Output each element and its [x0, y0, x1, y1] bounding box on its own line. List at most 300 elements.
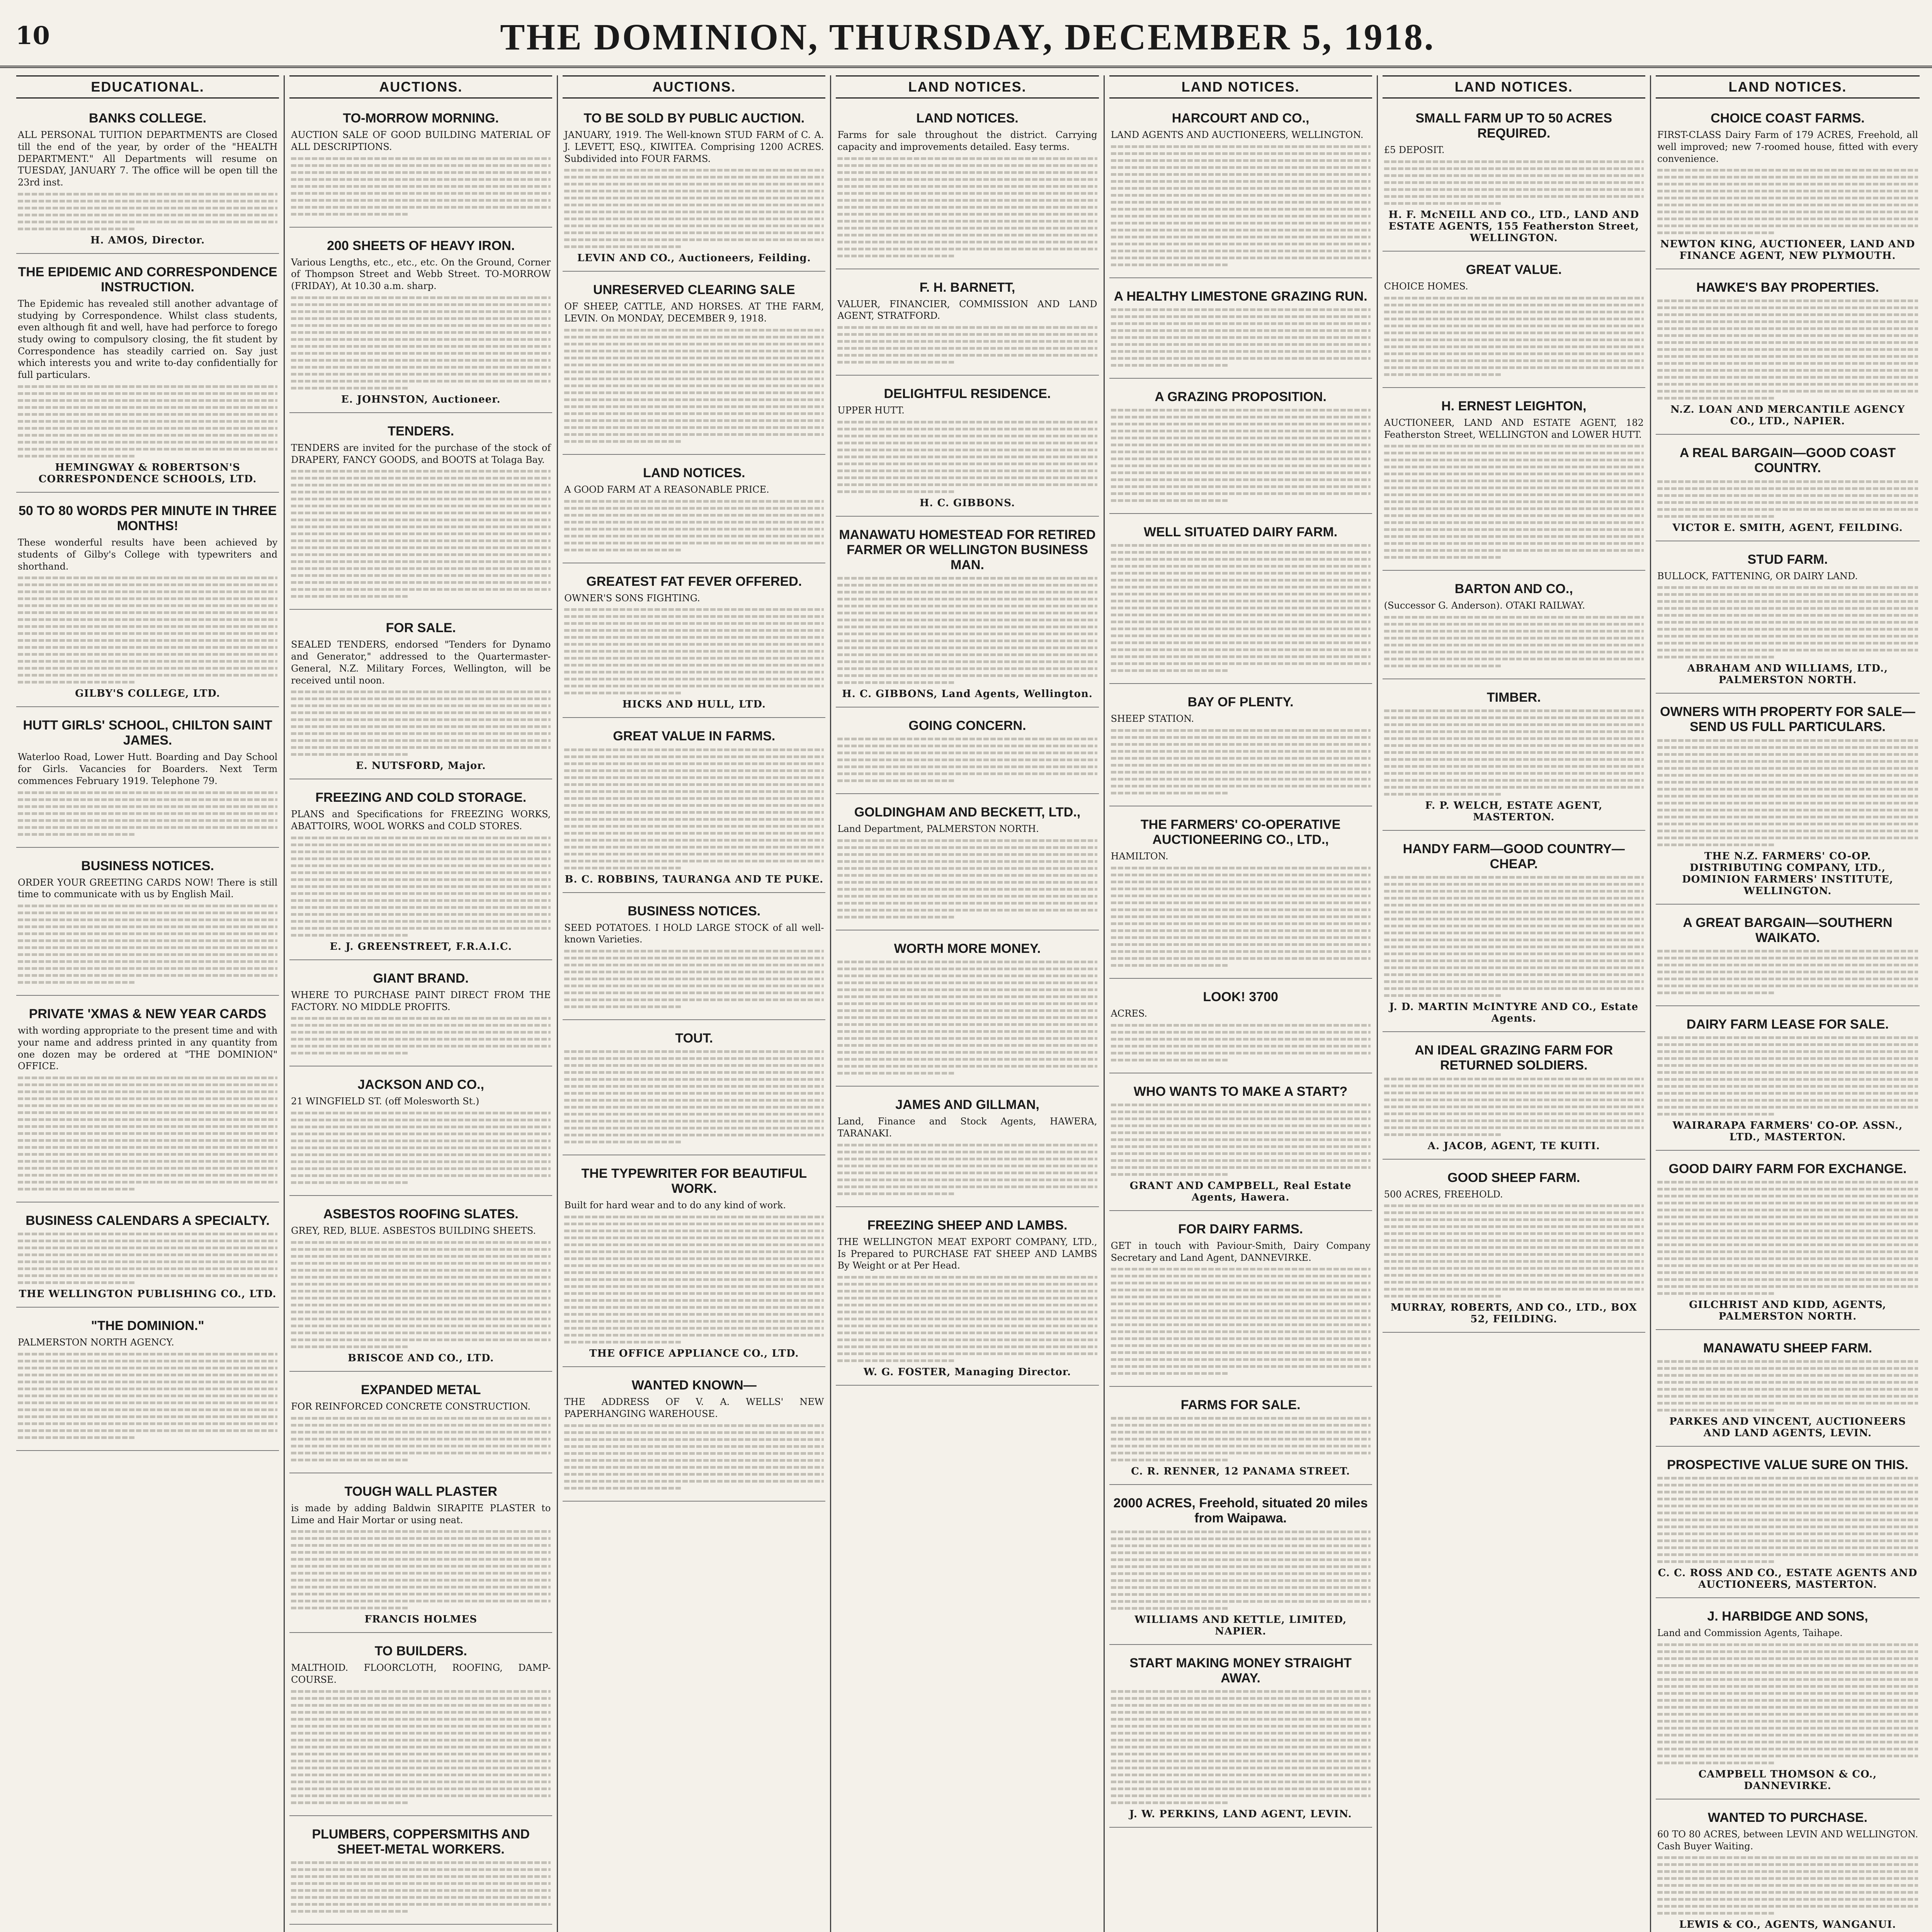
body-text-lines — [837, 839, 1097, 918]
advertisement — [563, 104, 825, 272]
ad-title: FOR DAIRY FARMS. — [1178, 1221, 1303, 1236]
ad-title: START MAKING MONEY STRAIGHT AWAY. — [1129, 1655, 1352, 1685]
ad-body: 60 TO 80 ACRES, between LEVIN AND WELLINGTON. Cash Buyer Waiting. — [1657, 1829, 1918, 1852]
section-heading: LAND NOTICES. — [1656, 75, 1920, 99]
section-heading: AUCTIONS. — [563, 75, 825, 99]
body-text-lines — [291, 837, 551, 937]
ad-title: TO BE SOLD BY PUBLIC AUCTION. — [583, 111, 805, 126]
ad-advertiser: GRANT AND CAMPBELL, Real Estate Agents, Hawera. — [1129, 1180, 1352, 1203]
advertisement — [1109, 688, 1372, 806]
ad-title: HANDY FARM—GOOD COUNTRY—CHEAP. — [1403, 842, 1625, 872]
advertisement — [1109, 1077, 1372, 1211]
ad-title: 200 SHEETS OF HEAVY IRON. — [327, 238, 515, 253]
ad-advertiser: H. AMOS, Director. — [90, 234, 205, 246]
ad-body: ORDER YOUR GREETING CARDS NOW! There is still time to communicate with us by English Mail. — [18, 877, 278, 900]
ad-advertiser: W. G. FOSTER, Managing Director. — [863, 1366, 1071, 1378]
body-text-lines — [837, 1276, 1097, 1362]
body-text-lines — [837, 326, 1097, 364]
ad-advertiser: WAIRARAPA FARMERS' CO-OP. ASSN., LTD., MASTERTON. — [1672, 1119, 1903, 1143]
ad-body: with wording appropriate to the present time and with your name and address printed in any quantity from one dozen may be ordered at "THE DOMINION" OFFICE. — [18, 1025, 278, 1072]
body-text-lines — [291, 1017, 551, 1054]
ad-body: WHERE TO PURCHASE PAINT DIRECT FROM THE FACTORY. NO MIDDLE PROFITS. — [291, 989, 551, 1012]
ad-title: GIANT BRAND. — [373, 971, 469, 986]
ad-advertiser: LEVIN AND CO., Auctioneers, Feilding. — [577, 252, 811, 264]
body-text-lines — [291, 1112, 551, 1184]
body-text-lines — [837, 157, 1097, 257]
ad-body: FOR REINFORCED CONCRETE CONSTRUCTION. — [291, 1401, 531, 1412]
ad-advertiser: E. JOHNSTON, Auctioneer. — [341, 393, 501, 405]
body-text-lines — [1111, 145, 1371, 266]
ad-title: BUSINESS NOTICES. — [81, 858, 214, 873]
body-text-lines — [564, 748, 824, 869]
ad-title: JACKSON AND CO., — [357, 1077, 484, 1092]
ad-title: MANAWATU HOMESTEAD FOR RETIRED FARMER OR WELLINGTON BUSINESS MAN. — [839, 527, 1096, 573]
masthead — [0, 0, 1932, 68]
body-text-lines — [1657, 1856, 1918, 1915]
advertisement — [1383, 1036, 1645, 1159]
ad-body: Land, Finance and Stock Agents, HAWERA, TARANAKI. — [837, 1116, 1097, 1139]
ad-title: 2000 ACRES, Freehold, situated 20 miles from Waipawa. — [1113, 1496, 1368, 1526]
body-text-lines — [291, 690, 551, 756]
ad-body: MALTHOID. FLOORCLOTH, ROOFING, DAMP-COURSE. — [291, 1662, 551, 1685]
body-text-lines — [1111, 867, 1371, 967]
advertisement — [1383, 683, 1645, 831]
ad-title: H. ERNEST LEIGHTON, — [1441, 398, 1587, 413]
ad-title: ASBESTOS ROOFING SLATES. — [323, 1207, 519, 1222]
body-text-lines — [1384, 1204, 1644, 1298]
ad-body: CHOICE HOMES. — [1384, 281, 1468, 292]
body-text-lines — [1111, 409, 1371, 502]
body-text-lines — [291, 1861, 551, 1913]
ad-title: JAMES AND GILLMAN, — [895, 1097, 1039, 1112]
page-number: 10 — [15, 21, 50, 50]
advertisement — [1656, 1451, 1920, 1598]
body-text-lines — [18, 193, 277, 230]
body-text-lines — [1384, 297, 1644, 376]
body-text-lines — [1111, 1531, 1371, 1610]
ad-title: TENDERS. — [388, 423, 454, 439]
ad-advertiser: THE OFFICE APPLIANCE CO., LTD. — [589, 1348, 799, 1360]
ad-title: BANKS COLLEGE. — [89, 111, 207, 126]
ad-body: THE WELLINGTON MEAT EXPORT COMPANY, LTD., Is Prepared to PURCHASE FAT SHEEP AND LAMBS By Weight or at Per Head. — [837, 1236, 1097, 1271]
ad-advertiser: ABRAHAM AND WILLIAMS, LTD., PALMERSTON NORTH. — [1687, 663, 1888, 686]
ad-advertiser: H. C. GIBBONS, Land Agents, Wellington. — [842, 688, 1093, 700]
ad-body: AUCTIONEER, LAND AND ESTATE AGENT, 182 Featherston Street, WELLINGTON and LOWER HUTT. — [1384, 417, 1644, 440]
ad-body: £5 DEPOSIT. — [1384, 145, 1445, 156]
body-text-lines — [291, 1530, 551, 1609]
ad-title: PROSPECTIVE VALUE SURE ON THIS. — [1667, 1458, 1908, 1472]
ad-title: FARMS FOR SALE. — [1180, 1398, 1301, 1413]
advertisement — [563, 1024, 825, 1155]
advertisement — [563, 897, 825, 1020]
ad-body: HAMILTON. — [1111, 851, 1168, 862]
body-text-lines — [1657, 299, 1918, 400]
section-heading: AUCTIONS. — [289, 75, 552, 99]
ad-advertiser: HICKS AND HULL, LTD. — [622, 699, 766, 711]
advertisement — [1109, 1489, 1372, 1645]
advertisement — [1109, 282, 1372, 379]
column-4 — [831, 75, 1104, 1932]
ad-advertiser: WILLIAMS AND KETTLE, LIMITED, NAPIER. — [1134, 1614, 1347, 1637]
ad-advertiser: B. C. ROBBINS, TAURANGA AND TE PUKE. — [565, 873, 824, 885]
ad-body: Waterloo Road, Lower Hutt. Boarding and Day School for Girls. Vacancies for Boarders. Next Term commences February 1919. Telephone 79. — [18, 752, 278, 786]
body-text-lines — [1111, 1417, 1371, 1461]
ad-title: LOOK! 3700 — [1203, 989, 1278, 1004]
advertisement — [1109, 1649, 1372, 1828]
ad-body: SHEEP STATION. — [1111, 713, 1194, 724]
advertisement — [563, 459, 825, 563]
ad-title: 50 TO 80 WORDS PER MINUTE IN THREE MONTHS! — [18, 503, 277, 533]
advertisement — [289, 1820, 552, 1925]
body-text-lines — [1384, 445, 1644, 559]
ad-body: 500 ACRES, FREEHOLD. — [1384, 1189, 1503, 1200]
ad-title: STUD FARM. — [1747, 552, 1828, 567]
ad-advertiser: FRANCIS HOLMES — [364, 1614, 477, 1626]
ad-title: J. HARBIDGE AND SONS, — [1707, 1609, 1868, 1624]
advertisement — [1656, 1334, 1920, 1447]
ad-body: FIRST-CLASS Dairy Farm of 179 ACRES, Freehold, all well improved; new 7-roomed house, fitted with every convenience. — [1657, 129, 1918, 164]
advertisement — [1383, 255, 1645, 388]
ad-body: (Successor G. Anderson). OTAKI RAILWAY. — [1384, 600, 1585, 611]
ad-title: GOOD SHEEP FARM. — [1447, 1170, 1580, 1185]
ad-body: SEALED TENDERS, endorsed "Tenders for Dynamo and Generator," addressed to the Quartermaster-General, N.Z. Military Forces, Wellington, will be received until noon. — [291, 639, 551, 686]
advertisement — [289, 231, 552, 413]
ad-body: LAND AGENTS AND AUCTIONEERS, WELLINGTON. — [1111, 129, 1364, 141]
ad-title: A GRAZING PROPOSITION. — [1155, 389, 1327, 404]
ad-title: THE TYPEWRITER FOR BEAUTIFUL WORK. — [581, 1166, 807, 1196]
ad-title: EXPANDED METAL — [361, 1382, 481, 1397]
ad-body: Various Lengths, etc., etc., etc. On the Ground, Corner of Thompson Street and Webb Street. TO-MORROW (FRIDAY), At 10.30 a.m. sharp. — [291, 257, 551, 292]
ad-body: Built for hard wear and to do any kind of work. — [564, 1200, 786, 1211]
ad-body: THE ADDRESS OF V. A. WELLS' NEW PAPERHANGING WAREHOUSE. — [564, 1396, 824, 1419]
advertisement — [1656, 1602, 1920, 1799]
column-1 — [12, 75, 285, 1932]
body-text-lines — [1657, 586, 1918, 658]
body-text-lines — [1384, 1078, 1644, 1136]
body-text-lines — [1111, 1690, 1371, 1804]
advertisement — [16, 497, 279, 707]
ad-advertiser: C. C. ROSS AND CO., ESTATE AGENTS AND AUCTIONEERS, MASTERTON. — [1658, 1567, 1918, 1591]
ad-advertiser: MURRAY, ROBERTS, AND CO., LTD., BOX 52, FEILDING. — [1390, 1302, 1637, 1325]
ad-advertiser: N.Z. LOAN AND MERCANTILE AGENCY CO., LTD., NAPIER. — [1670, 404, 1905, 427]
advertisement — [16, 852, 279, 996]
columns — [12, 75, 1924, 1932]
advertisement — [16, 1000, 279, 1202]
body-text-lines — [18, 1077, 277, 1190]
advertisement — [16, 711, 279, 847]
ad-title: PRIVATE 'XMAS & NEW YEAR CARDS — [29, 1007, 267, 1022]
ad-title: WANTED KNOWN— — [631, 1378, 757, 1393]
body-text-lines — [837, 577, 1097, 684]
ad-advertiser: A. JACOB, AGENT, TE KUITI. — [1427, 1140, 1600, 1152]
ad-advertiser: E. J. GREENSTREET, F.R.A.I.C. — [330, 940, 512, 952]
advertisement — [563, 1371, 825, 1502]
ad-advertiser: E. NUTSFORD, Major. — [355, 760, 486, 772]
ad-body: OF SHEEP, CATTLE, AND HORSES. AT THE FARM, LEVIN. On MONDAY, DECEMBER 9, 1918. — [564, 301, 824, 324]
column-5 — [1105, 75, 1378, 1932]
body-text-lines — [291, 1690, 551, 1804]
body-text-lines — [1111, 544, 1371, 672]
ad-advertiser: C. R. RENNER, 12 PANAMA STREET. — [1131, 1466, 1350, 1478]
advertisement — [1656, 1803, 1920, 1932]
body-text-lines — [1657, 1036, 1918, 1116]
ad-title: THE FARMERS' CO-OPERATIVE AUCTIONEERING CO., LTD., — [1140, 817, 1341, 847]
body-text-lines — [291, 470, 551, 598]
body-text-lines — [1384, 616, 1644, 667]
advertisement — [1109, 383, 1372, 514]
advertisement — [289, 104, 552, 228]
advertisement — [1656, 545, 1920, 694]
ad-advertiser: HEMINGWAY & ROBERTSON'S CORRESPONDENCE SCHOOLS, LTD. — [38, 461, 257, 485]
advertisement — [836, 798, 1099, 930]
advertisement — [1109, 810, 1372, 979]
ad-title: WORTH MORE MONEY. — [894, 941, 1041, 956]
advertisement — [289, 783, 552, 960]
advertisement — [563, 1159, 825, 1367]
body-text-lines — [1111, 1268, 1371, 1375]
advertisement — [16, 258, 279, 493]
ad-title: AN IDEAL GRAZING FARM FOR RETURNED SOLDIERS. — [1415, 1043, 1613, 1073]
ad-body: AUCTION SALE OF GOOD BUILDING MATERIAL OF ALL DESCRIPTIONS. — [291, 129, 551, 152]
body-text-lines — [1657, 1181, 1918, 1295]
ad-advertiser: H. F. McNEILL AND CO., LTD., LAND AND ESTATE AGENTS, 155 Featherston Street, WELLINGTON. — [1388, 209, 1639, 244]
ad-advertiser: BRISCOE AND CO., LTD. — [347, 1352, 494, 1364]
ad-body: JANUARY, 1919. The Well-known STUD FARM of C. A. J. LEVETT, ESQ., KIWITEA. Comprising 1200 ACRES. Subdivided into FOUR FARMS. — [564, 129, 824, 164]
body-text-lines — [564, 1424, 824, 1490]
ad-advertiser: VICTOR E. SMITH, AGENT, FEILDING. — [1672, 522, 1903, 534]
ad-title: LAND NOTICES. — [916, 111, 1019, 126]
ad-body: TENDERS are invited for the purchase of the stock of DRAPERY, FANCY GOODS, and BOOTS at Tolaga Bay. — [291, 442, 551, 465]
body-text-lines — [1384, 160, 1644, 205]
body-text-lines — [1657, 169, 1918, 234]
advertisement — [289, 614, 552, 779]
ad-title: CHOICE COAST FARMS. — [1711, 111, 1865, 126]
advertisement — [836, 934, 1099, 1087]
advertisement — [289, 1376, 552, 1473]
body-text-lines — [564, 329, 824, 443]
ad-advertiser: H. C. GIBBONS. — [919, 497, 1015, 509]
ad-title: PLUMBERS, COPPERSMITHS AND SHEET-METAL WORKERS. — [312, 1827, 530, 1857]
ad-body: UPPER HUTT. — [837, 405, 905, 416]
ad-title: F. H. BARNETT, — [919, 280, 1015, 295]
ad-body: GREY, RED, BLUE. ASBESTOS BUILDING SHEETS. — [291, 1225, 536, 1236]
advertisement — [289, 1200, 552, 1372]
body-text-lines — [564, 1050, 824, 1143]
ad-advertiser: LEWIS & CO., AGENTS, WANGANUI. — [1679, 1919, 1896, 1931]
advertisement — [836, 104, 1099, 269]
advertisement — [563, 567, 825, 718]
ad-advertiser: CAMPBELL THOMSON & CO., DANNEVIRKE. — [1698, 1768, 1877, 1792]
advertisement — [836, 273, 1099, 376]
column-3 — [558, 75, 831, 1932]
ad-title: HARCOURT AND CO., — [1172, 111, 1310, 126]
body-text-lines — [1384, 876, 1644, 997]
body-text-lines — [1657, 950, 1918, 994]
ad-body: BULLOCK, FATTENING, OR DAIRY LAND. — [1657, 570, 1858, 582]
ad-title: BUSINESS CALENDARS A SPECIALTY. — [26, 1213, 270, 1228]
body-text-lines — [1657, 480, 1918, 518]
ad-title: LAND NOTICES. — [643, 465, 745, 480]
ad-title: OWNERS WITH PROPERTY FOR SALE—SEND US FULL PARTICULARS. — [1660, 704, 1915, 735]
ad-title: DAIRY FARM LEASE FOR SALE. — [1686, 1017, 1889, 1032]
body-text-lines — [837, 738, 1097, 782]
advertisement — [563, 722, 825, 893]
body-text-lines — [564, 500, 824, 551]
body-text-lines — [291, 157, 551, 216]
ad-title: BAY OF PLENTY. — [1187, 695, 1294, 710]
advertisement — [836, 1211, 1099, 1386]
advertisement — [1656, 1010, 1920, 1151]
ad-title: TOUGH WALL PLASTER — [344, 1484, 497, 1499]
ad-advertiser: GILCHRIST AND KIDD, AGENTS, PALMERSTON NORTH. — [1689, 1299, 1886, 1322]
body-text-lines — [18, 577, 277, 684]
advertisement — [289, 1637, 552, 1816]
ad-body: Land Department, PALMERSTON NORTH. — [837, 823, 1039, 835]
ad-title: THE EPIDEMIC AND CORRESPONDENCE INSTRUCTION. — [18, 264, 277, 294]
ad-advertiser: J. W. PERKINS, LAND AGENT, LEVIN. — [1129, 1808, 1352, 1820]
ad-title: UNRESERVED CLEARING SALE — [593, 282, 795, 298]
advertisement — [289, 964, 552, 1067]
newspaper-title: THE DOMINION, THURSDAY, DECEMBER 5, 1918. — [500, 16, 1435, 58]
advertisement — [1383, 104, 1645, 252]
body-text-lines — [564, 1216, 824, 1344]
advertisement — [1656, 697, 1920, 904]
ad-title: GOLDINGHAM AND BECKETT, LTD., — [854, 805, 1081, 820]
body-text-lines — [1657, 1477, 1918, 1563]
ad-title: TIMBER. — [1486, 690, 1541, 705]
advertisement — [289, 1477, 552, 1633]
ad-title: HAWKE'S BAY PROPERTIES. — [1696, 280, 1879, 295]
body-text-lines — [18, 791, 277, 836]
body-text-lines — [1384, 709, 1644, 796]
column-6 — [1378, 75, 1651, 1932]
advertisement — [1383, 575, 1645, 679]
ad-advertiser: PARKES AND VINCENT, AUCTIONEERS AND LAND AGENTS, LEVIN. — [1669, 1416, 1906, 1439]
body-text-lines — [291, 296, 551, 389]
ad-advertiser: THE N.Z. FARMERS' CO-OP. DISTRIBUTING COMPANY, LTD., DOMINION FARMERS' INSTITUTE, WELLINGTON. — [1682, 850, 1893, 897]
ad-title: GREAT VALUE. — [1466, 262, 1562, 277]
body-text-lines — [18, 385, 277, 457]
ad-body: GET in touch with Paviour-Smith, Dairy Company Secretary and Land Agent, DANNEVIRKE. — [1111, 1240, 1371, 1263]
advertisement — [16, 1206, 279, 1308]
body-text-lines — [1111, 308, 1371, 367]
ad-title: WANTED TO PURCHASE. — [1708, 1810, 1867, 1825]
body-text-lines — [1657, 1360, 1918, 1412]
ad-title: A HEALTHY LIMESTONE GRAZING RUN. — [1114, 289, 1367, 304]
ad-body: 21 WINGFIELD ST. (off Molesworth St.) — [291, 1096, 480, 1107]
column-2 — [285, 75, 558, 1932]
ad-advertiser: NEWTON KING, AUCTIONEER, LAND AND FINANCE AGENT, NEW PLYMOUTH. — [1660, 238, 1915, 262]
ad-title: TOUT. — [675, 1031, 713, 1046]
ad-body: is made by adding Baldwin SIRAPITE PLASTER to Lime and Hair Mortar or using neat. — [291, 1502, 551, 1526]
ad-title: TO-MORROW MORNING. — [343, 111, 499, 126]
advertisement — [16, 1311, 279, 1451]
section-heading: LAND NOTICES. — [1383, 75, 1645, 99]
ad-title: GREATEST FAT FEVER OFFERED. — [586, 574, 802, 589]
ad-title: FREEZING AND COLD STORAGE. — [315, 790, 527, 805]
ad-body: PLANS and Specifications for FREEZING WORKS, ABATTOIRS, WOOL WORKS and COLD STORES. — [291, 809, 551, 832]
ad-body: ALL PERSONAL TUITION DEPARTMENTS are Closed till the end of the year, by order of the "HEALTH DEPARTMENT." All Departments will resume on TUESDAY, JANUARY 7. The office will be open till the 23rd inst. — [18, 129, 278, 188]
advertisement — [1109, 1215, 1372, 1387]
advertisement — [1109, 518, 1372, 684]
advertisement — [1383, 1163, 1645, 1333]
ad-title: GREAT VALUE IN FARMS. — [613, 729, 776, 744]
body-text-lines — [1111, 1024, 1371, 1061]
ad-title: MANAWATU SHEEP FARM. — [1703, 1340, 1872, 1355]
ad-title: A REAL BARGAIN—GOOD COAST COUNTRY. — [1679, 446, 1896, 476]
ad-body: VALUER, FINANCIER, COMMISSION AND LAND AGENT, STRATFORD. — [837, 298, 1097, 321]
ad-title: A GREAT BARGAIN—SOUTHERN WAIKATO. — [1683, 915, 1893, 945]
ad-body: Farms for sale throughout the district. Carrying capacity and improvements detailed. Easy terms. — [837, 129, 1097, 152]
body-text-lines — [18, 905, 277, 984]
body-text-lines — [1657, 739, 1918, 846]
ad-title: WELL SITUATED DAIRY FARM. — [1144, 525, 1338, 539]
advertisement — [836, 520, 1099, 707]
ad-body: These wonderful results have been achieved by students of Gilby's College with typewriters and shorthand. — [18, 537, 278, 572]
ad-advertiser: GILBY'S COLLEGE, LTD. — [75, 688, 220, 700]
advertisement — [1383, 835, 1645, 1032]
ad-title: DELIGHTFUL RESIDENCE. — [884, 386, 1051, 401]
body-text-lines — [564, 169, 824, 248]
ad-title: FOR SALE. — [386, 621, 456, 636]
section-heading: EDUCATIONAL. — [16, 75, 279, 99]
section-heading: LAND NOTICES. — [836, 75, 1099, 99]
ad-advertiser: THE WELLINGTON PUBLISHING CO., LTD. — [19, 1288, 277, 1300]
ad-advertiser: F. P. WELCH, ESTATE AGENT, MASTERTON. — [1425, 800, 1603, 823]
ad-title: GOING CONCERN. — [908, 718, 1026, 733]
ad-title: GOOD DAIRY FARM FOR EXCHANGE. — [1668, 1161, 1907, 1176]
ad-body: SEED POTATOES. I HOLD LARGE STOCK of all well-known Varieties. — [564, 922, 824, 945]
body-text-lines — [837, 421, 1097, 493]
ad-title: WHO WANTS TO MAKE A START? — [1133, 1084, 1348, 1099]
advertisement — [1383, 392, 1645, 571]
advertisement — [1656, 908, 1920, 1006]
body-text-lines — [1111, 729, 1371, 794]
body-text-lines — [291, 1417, 551, 1461]
advertisement — [1656, 104, 1920, 269]
advertisement — [1109, 983, 1372, 1073]
advertisement — [1656, 439, 1920, 541]
ad-body: The Epidemic has revealed still another advantage of studying by Correspondence. Whilst class students, even although fit and well, have had perforce to forego study owing to compulsory closing, the fit student by Correspondence has steadily carried on. Say just which interests you and write to-day confidentially for full particulars. — [18, 298, 278, 381]
ad-title: SMALL FARM UP TO 50 ACRES REQUIRED. — [1415, 111, 1612, 141]
advertisement — [1109, 104, 1372, 278]
ad-advertiser: J. D. MARTIN McINTYRE AND CO., Estate Agents. — [1389, 1001, 1639, 1025]
ad-title: BARTON AND CO., — [1454, 582, 1573, 597]
advertisement — [1109, 1391, 1372, 1485]
advertisement — [563, 276, 825, 455]
ad-body: Land and Commission Agents, Taihape. — [1657, 1628, 1843, 1639]
body-text-lines — [564, 608, 824, 694]
advertisement — [836, 1090, 1099, 1207]
ad-body: A GOOD FARM AT A REASONABLE PRICE. — [564, 484, 769, 495]
advertisement — [1656, 1155, 1920, 1330]
body-text-lines — [18, 1233, 277, 1284]
advertisement — [1656, 273, 1920, 435]
section-heading: LAND NOTICES. — [1109, 75, 1372, 99]
ad-body: PALMERSTON NORTH AGENCY. — [18, 1337, 174, 1348]
body-text-lines — [837, 961, 1097, 1075]
ad-title: TO BUILDERS. — [374, 1644, 467, 1659]
advertisement — [289, 417, 552, 610]
advertisement — [289, 1070, 552, 1196]
ad-body: OWNER'S SONS FIGHTING. — [564, 592, 700, 604]
column-7 — [1651, 75, 1924, 1932]
body-text-lines — [1657, 1643, 1918, 1764]
ad-body: ACRES. — [1111, 1008, 1148, 1019]
ad-title: BUSINESS NOTICES. — [628, 903, 761, 918]
body-text-lines — [837, 1144, 1097, 1195]
advertisement — [836, 711, 1099, 794]
